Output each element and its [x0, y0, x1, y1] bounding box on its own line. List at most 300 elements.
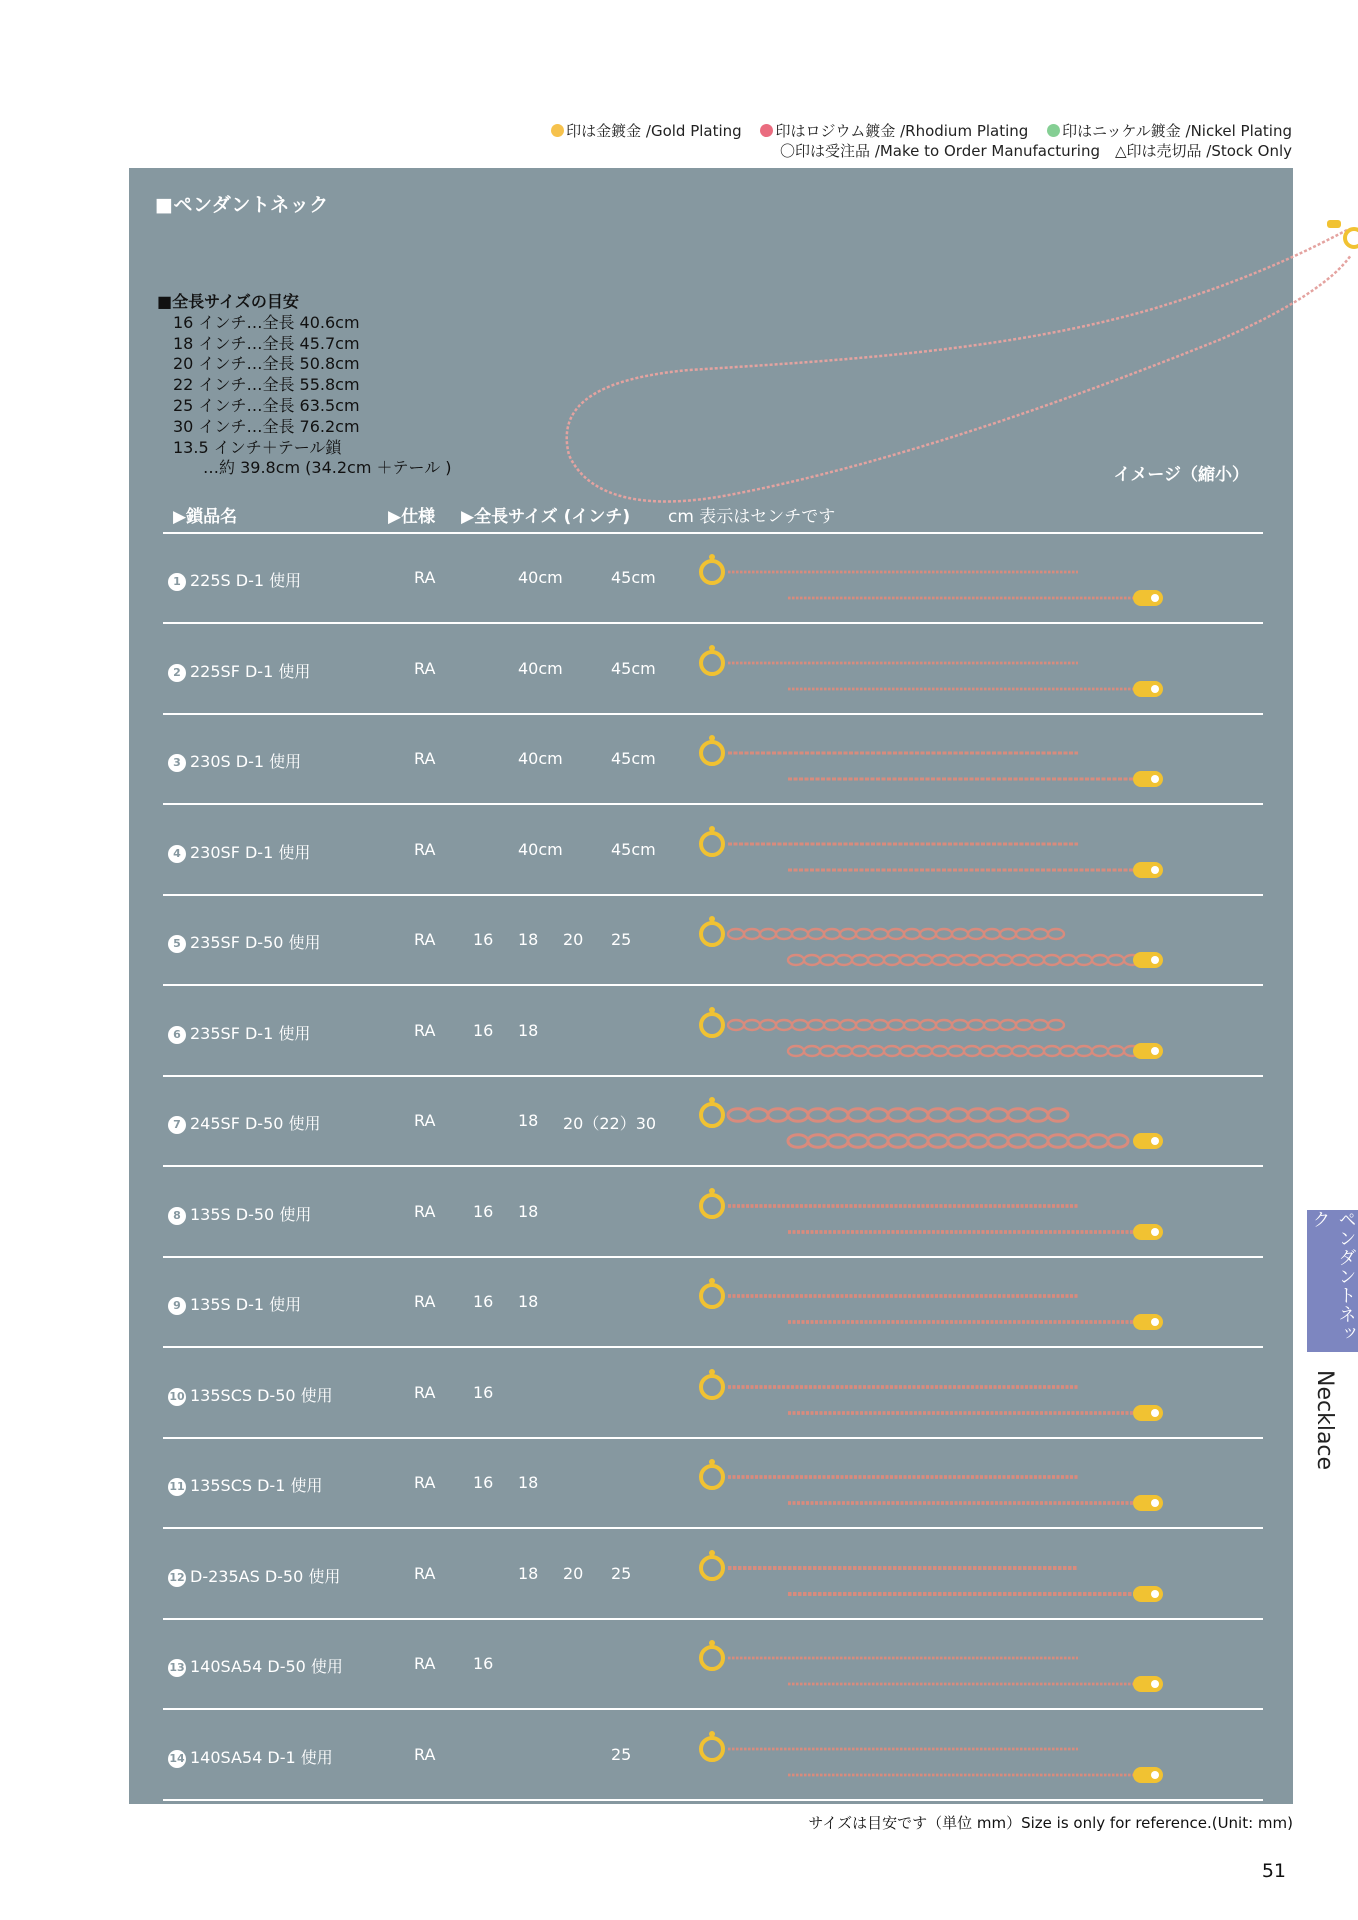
- spring-ring-clasp: [701, 1738, 723, 1760]
- upper-chain: [728, 1020, 1064, 1030]
- size-value: 45cm: [611, 749, 656, 768]
- lower-chain: [788, 1135, 1128, 1148]
- chain-link: [964, 1046, 980, 1056]
- chain-link: [840, 1020, 856, 1030]
- size-guide-line: 20 インチ…全長 50.8cm: [173, 354, 360, 374]
- clasp-knob: [709, 1640, 715, 1646]
- chain-name-text: 235SF D-1 使用: [190, 1023, 311, 1043]
- chain-link: [996, 1046, 1012, 1056]
- row-number-badge: 5: [168, 935, 186, 953]
- chain-link: [804, 955, 820, 965]
- table-row: [163, 625, 1263, 715]
- table-row: [163, 1258, 1263, 1348]
- chain-link: [948, 955, 964, 965]
- chain-link: [1060, 1046, 1076, 1056]
- size-value: 18: [518, 1201, 539, 1221]
- size-value: 16: [473, 1020, 494, 1040]
- upper-chain: [728, 929, 1064, 939]
- end-tag-hole: [1151, 1409, 1159, 1417]
- size-guide-line: 18 インチ…全長 45.7cm: [173, 333, 360, 353]
- chain-link: [852, 955, 868, 965]
- row-number-badge: 4: [168, 845, 186, 863]
- table-row: [163, 1077, 1263, 1167]
- chain-link: [1108, 955, 1124, 965]
- image-note: イメージ（縮小）: [1113, 465, 1249, 485]
- chain-name: [168, 568, 301, 591]
- size-value: 40cm: [518, 568, 563, 587]
- chain-name: [168, 1473, 322, 1496]
- chain-link: [948, 1046, 964, 1056]
- chain-name-text: 230S D-1 使用: [190, 752, 302, 771]
- chain-link: [744, 929, 760, 939]
- size-guide-line: 22 インチ…全長 55.8cm: [173, 375, 360, 395]
- chain-link: [808, 1109, 828, 1122]
- legend-nickel: [1047, 122, 1292, 140]
- chain-link: [988, 1135, 1008, 1148]
- chain-link: [1028, 1135, 1048, 1148]
- chain-link: [1028, 1046, 1044, 1056]
- chain-link: [916, 1046, 932, 1056]
- end-tag-hole: [1151, 1590, 1159, 1598]
- legend-nickel-text: 印はニッケル鍍金 /Nickel Plating: [1062, 122, 1292, 140]
- size-guide-line: 25 インチ…全長 63.5cm: [173, 395, 360, 415]
- chain-name: [168, 1021, 310, 1044]
- chain-link: [820, 955, 836, 965]
- legend-gold-text: 印は金鍍金 /Gold Plating: [566, 122, 742, 140]
- chain-name: [168, 930, 321, 953]
- size-value: 16: [473, 1382, 494, 1402]
- panel-title: ■ペンダントネック: [155, 194, 329, 216]
- chain-link: [820, 1046, 836, 1056]
- chain-link: [1000, 929, 1016, 939]
- chain-link: [792, 1020, 808, 1030]
- spec-value: RA: [414, 658, 436, 678]
- chain-link: [932, 1046, 948, 1056]
- size-value: 40cm: [518, 839, 563, 859]
- chain-link: [984, 1020, 1000, 1030]
- chain-link: [1088, 1135, 1108, 1148]
- spec-value: RA: [414, 1473, 436, 1492]
- chain-link: [884, 1046, 900, 1056]
- spring-ring-clasp: [701, 742, 723, 764]
- row-number-badge: 8: [168, 1207, 186, 1225]
- chain-link: [1012, 1046, 1028, 1056]
- row-number-badge: 1: [168, 573, 186, 591]
- table-row: [163, 715, 1263, 805]
- chain-name-text: 235SF D-50 使用: [190, 933, 321, 952]
- size-value: 18: [518, 1111, 539, 1130]
- chain-link: [932, 955, 948, 965]
- plating-legend: [537, 121, 1292, 161]
- spring-ring-clasp: [701, 1104, 723, 1126]
- chain-image: [688, 1530, 1248, 1618]
- spring-ring-clasp: [701, 1376, 723, 1398]
- size-value: 45cm: [611, 839, 656, 859]
- chain-name: [168, 659, 310, 682]
- size-value: 25: [611, 1563, 632, 1583]
- chain-name-text: 135S D-1 使用: [190, 1295, 302, 1314]
- chain-link: [792, 929, 808, 939]
- lower-chain: [788, 1046, 1140, 1056]
- chain-link: [1048, 1135, 1068, 1148]
- chain-link: [916, 955, 932, 965]
- chain-link: [948, 1109, 968, 1122]
- chain-name-text: 135S D-50 使用: [190, 1204, 312, 1224]
- chain-image: [688, 987, 1248, 1075]
- size-value: 25: [611, 1744, 632, 1764]
- side-tab[interactable]: ペンダントネック: [1307, 1210, 1358, 1352]
- table-row: [163, 1711, 1263, 1801]
- chain-link: [848, 1109, 868, 1122]
- chain-link: [828, 1135, 848, 1148]
- chain-image: [688, 1168, 1248, 1256]
- chain-link: [788, 1135, 808, 1148]
- chain-link: [1108, 1046, 1124, 1056]
- chain-name-text: 140SA54 D-50 使用: [190, 1657, 343, 1676]
- chain-link: [1068, 1135, 1088, 1148]
- chain-name: [168, 1292, 301, 1315]
- row-number-badge: 10: [168, 1388, 186, 1406]
- size-value: 45cm: [611, 658, 656, 678]
- header-chain-name: ▶鎖品名: [173, 507, 238, 527]
- chain-link: [852, 1046, 868, 1056]
- chain-name-text: 225S D-1 使用: [190, 571, 302, 590]
- spec-value: RA: [414, 1292, 436, 1311]
- chain-link: [1032, 929, 1048, 939]
- spec-value: RA: [414, 1654, 436, 1673]
- chain-link: [936, 929, 952, 939]
- chain-image: [688, 1349, 1248, 1437]
- chain-link: [728, 1020, 744, 1030]
- end-tag-hole: [1151, 866, 1159, 874]
- table-row: [163, 896, 1263, 986]
- row-number-badge: 2: [168, 664, 186, 682]
- chain-link: [964, 955, 980, 965]
- chain-link: [952, 929, 968, 939]
- chain-link: [744, 1020, 760, 1030]
- chain-link: [900, 955, 916, 965]
- spec-value: RA: [414, 1563, 436, 1583]
- chain-link: [1012, 955, 1028, 965]
- chain-link: [968, 1135, 988, 1148]
- spring-ring-clasp: [701, 1647, 723, 1669]
- gold-dot-icon: [551, 124, 564, 137]
- size-guide-line: 30 インチ…全長 76.2cm: [173, 416, 360, 436]
- spring-ring-clasp: [701, 1195, 723, 1217]
- chain-link: [1076, 1046, 1092, 1056]
- clasp-knob: [709, 1007, 715, 1013]
- chain-image: [688, 534, 1248, 622]
- chain-link: [1008, 1135, 1028, 1148]
- chain-link: [768, 1109, 788, 1122]
- header-spec: ▶仕様: [388, 507, 436, 527]
- size-guide: [157, 292, 452, 479]
- chain-name-text: D-235AS D-50 使用: [190, 1566, 341, 1586]
- size-value: 16: [473, 1201, 494, 1221]
- size-value: 16: [473, 1654, 494, 1673]
- size-value: 20: [563, 1563, 584, 1583]
- spec-value: RA: [414, 1111, 436, 1130]
- clasp-knob: [709, 1731, 715, 1737]
- size-value: 16: [473, 1292, 494, 1311]
- size-value: 18: [518, 1292, 539, 1311]
- chain-link: [776, 929, 792, 939]
- chain-link: [1032, 1020, 1048, 1030]
- row-number-badge: 11: [168, 1478, 186, 1496]
- chain-name: [168, 840, 310, 863]
- size-value: 45cm: [611, 568, 656, 587]
- end-tag-hole: [1151, 1137, 1159, 1145]
- chain-name-text: 225SF D-1 使用: [190, 661, 311, 681]
- clasp-knob: [709, 554, 715, 560]
- chain-link: [788, 1046, 804, 1056]
- chain-link: [848, 1135, 868, 1148]
- chain-link: [808, 929, 824, 939]
- size-guide-line: 16 インチ…全長 40.6cm: [173, 312, 360, 332]
- chain-link: [804, 1046, 820, 1056]
- chain-name: [168, 1202, 311, 1225]
- chain-link: [888, 1109, 908, 1122]
- chain-link: [1048, 1109, 1068, 1122]
- chain-link: [1092, 1046, 1108, 1056]
- table-row: [163, 534, 1263, 624]
- spec-value: RA: [414, 1020, 436, 1040]
- spring-ring-clasp: [701, 561, 723, 583]
- side-label: Necklace: [1312, 1370, 1337, 1471]
- chain-link: [888, 929, 904, 939]
- chain-link: [836, 1046, 852, 1056]
- chain-link: [872, 1020, 888, 1030]
- size-guide-heading: ■全長サイズの目安: [157, 292, 299, 311]
- chain-link: [884, 955, 900, 965]
- size-value: 25: [611, 930, 632, 949]
- chain-link: [868, 1046, 884, 1056]
- chain-link: [760, 1020, 776, 1030]
- size-value: 18: [518, 930, 539, 949]
- row-number-badge: 14: [168, 1750, 186, 1768]
- spec-value: RA: [414, 749, 436, 768]
- row-number-badge: 6: [168, 1026, 186, 1044]
- chain-link: [1108, 1135, 1128, 1148]
- clasp-knob: [709, 1369, 715, 1375]
- chain-link: [1028, 1109, 1048, 1122]
- chain-image: [688, 1077, 1248, 1165]
- row-number-badge: 13: [168, 1659, 186, 1677]
- clasp-knob: [709, 1097, 715, 1103]
- chain-name-text: 230SF D-1 使用: [190, 842, 311, 862]
- legend-rhodium: [760, 122, 1028, 140]
- table-row: [163, 1439, 1263, 1529]
- chain-link: [1076, 955, 1092, 965]
- chain-link: [928, 1135, 948, 1148]
- chain-image: [688, 806, 1248, 894]
- legend-line-2: 〇印は受注品 /Make to Order Manufacturing △印は売切品 /Stock Only: [780, 142, 1292, 160]
- size-value: 40cm: [518, 658, 563, 678]
- chain-link: [872, 929, 888, 939]
- necklace-tag: [1327, 220, 1341, 228]
- clasp-knob: [709, 1459, 715, 1465]
- chain-link: [808, 1020, 824, 1030]
- chain-link: [928, 1109, 948, 1122]
- chain-link: [968, 1020, 984, 1030]
- chain-link: [908, 1109, 928, 1122]
- chain-link: [868, 1135, 888, 1148]
- end-tag-hole: [1151, 1680, 1159, 1688]
- chain-link: [824, 1020, 840, 1030]
- chain-link: [904, 929, 920, 939]
- row-number-badge: 3: [168, 754, 186, 772]
- clasp-knob: [709, 916, 715, 922]
- chain-link: [980, 955, 996, 965]
- chain-link: [788, 1109, 808, 1122]
- spec-value: RA: [414, 1382, 436, 1402]
- row-number-badge: 9: [168, 1297, 186, 1315]
- pendant-neck-panel: [129, 168, 1293, 1804]
- chain-link: [1008, 1109, 1028, 1122]
- chain-link: [836, 955, 852, 965]
- size-value: 20: [563, 930, 584, 949]
- spring-ring-clasp: [701, 1014, 723, 1036]
- chain-image: [688, 1620, 1248, 1708]
- table-header: [163, 498, 1263, 534]
- chain-link: [1000, 1020, 1016, 1030]
- chain-image: [688, 625, 1248, 713]
- size-value: 18: [518, 1473, 539, 1492]
- chain-link: [1016, 1020, 1032, 1030]
- chain-link: [988, 1109, 1008, 1122]
- chain-link: [980, 1046, 996, 1056]
- chain-link: [748, 1109, 768, 1122]
- table-row: [163, 806, 1263, 896]
- chain-link: [1028, 955, 1044, 965]
- chain-link: [888, 1135, 908, 1148]
- legend-gold: [551, 122, 742, 140]
- clasp-knob: [709, 1550, 715, 1556]
- spec-value: RA: [414, 930, 436, 949]
- chain-link: [728, 1109, 748, 1122]
- spec-value: RA: [414, 1744, 436, 1764]
- chain-name: [168, 1383, 333, 1406]
- chain-link: [968, 929, 984, 939]
- chain-link: [1044, 1046, 1060, 1056]
- spring-ring-clasp: [701, 1557, 723, 1579]
- chain-link: [996, 955, 1012, 965]
- end-tag-hole: [1151, 1771, 1159, 1779]
- size-value: 18: [518, 1563, 539, 1583]
- chain-name-text: 135SCS D-50 使用: [190, 1385, 333, 1405]
- chain-link: [868, 955, 884, 965]
- end-tag-hole: [1151, 1047, 1159, 1055]
- chain-link: [900, 1046, 916, 1056]
- page-number: 51: [1261, 1860, 1286, 1882]
- clasp-knob: [709, 735, 715, 741]
- chain-link: [828, 1109, 848, 1122]
- footnote: サイズは目安です（単位 mm）Size is only for reference.(Unit: mm): [808, 1814, 1293, 1832]
- chain-link: [920, 929, 936, 939]
- chain-name-text: 245SF D-50 使用: [190, 1114, 321, 1133]
- legend-line-1: [537, 121, 1292, 141]
- end-tag-hole: [1151, 775, 1159, 783]
- chain-link: [952, 1020, 968, 1030]
- necklace-clasp: [1345, 229, 1358, 247]
- spec-value: RA: [414, 1201, 436, 1221]
- spring-ring-clasp: [701, 833, 723, 855]
- clasp-knob: [709, 826, 715, 832]
- chain-name: [168, 1745, 333, 1768]
- chain-link: [760, 929, 776, 939]
- end-tag-hole: [1151, 1318, 1159, 1326]
- size-value: 20（22）30: [563, 1114, 657, 1133]
- chain-link: [920, 1020, 936, 1030]
- chain-link: [968, 1109, 988, 1122]
- end-tag-hole: [1151, 1499, 1159, 1507]
- spring-ring-clasp: [701, 923, 723, 945]
- chain-link: [840, 929, 856, 939]
- table-row: [163, 1620, 1263, 1710]
- clasp-knob: [709, 1188, 715, 1194]
- chain-name: [168, 1111, 321, 1134]
- chain-name: [168, 1564, 340, 1587]
- header-length: ▶全長サイズ (インチ): [461, 507, 631, 527]
- rhodium-dot-icon: [760, 124, 773, 137]
- lower-chain: [788, 955, 1140, 965]
- chain-link: [1060, 955, 1076, 965]
- chain-link: [1044, 955, 1060, 965]
- size-value: 18: [518, 1020, 539, 1040]
- table-row: [163, 1168, 1263, 1258]
- spring-ring-clasp: [701, 1466, 723, 1488]
- row-number-badge: 7: [168, 1116, 186, 1134]
- end-tag-hole: [1151, 594, 1159, 602]
- size-guide-line: 13.5 インチ＋テール鎖: [173, 437, 342, 457]
- clasp-knob: [709, 645, 715, 651]
- chain-link: [1092, 955, 1108, 965]
- nickel-dot-icon: [1047, 124, 1060, 137]
- chain-link: [824, 929, 840, 939]
- size-value: 40cm: [518, 749, 563, 768]
- chain-link: [904, 1020, 920, 1030]
- row-number-badge: 12: [168, 1569, 186, 1587]
- chain-link: [856, 929, 872, 939]
- table-row: [163, 987, 1263, 1077]
- chain-link: [856, 1020, 872, 1030]
- chain-image: [688, 1711, 1248, 1799]
- chain-link: [908, 1135, 928, 1148]
- end-tag-hole: [1151, 1228, 1159, 1236]
- chain-name: [168, 749, 301, 772]
- size-guide-tail: …約 39.8cm (34.2cm ＋テール ): [203, 458, 452, 478]
- chain-link: [788, 955, 804, 965]
- chain-name-text: 140SA54 D-1 使用: [190, 1747, 333, 1767]
- chain-link: [888, 1020, 904, 1030]
- header-cm-note: cm 表示はセンチです: [668, 507, 836, 527]
- chain-link: [776, 1020, 792, 1030]
- chain-link: [808, 1135, 828, 1148]
- chain-name: [168, 1654, 343, 1677]
- spring-ring-clasp: [701, 1285, 723, 1307]
- table-row: [163, 1349, 1263, 1439]
- chain-link: [984, 929, 1000, 939]
- chain-image: [688, 1439, 1248, 1527]
- spec-value: RA: [414, 839, 436, 859]
- chain-image: [688, 715, 1248, 803]
- table-row: [163, 1530, 1263, 1620]
- chain-link: [868, 1109, 888, 1122]
- chain-link: [1048, 929, 1064, 939]
- legend-rhodium-text: 印はロジウム鍍金 /Rhodium Plating: [775, 122, 1029, 140]
- chain-link: [1016, 929, 1032, 939]
- chain-link: [936, 1020, 952, 1030]
